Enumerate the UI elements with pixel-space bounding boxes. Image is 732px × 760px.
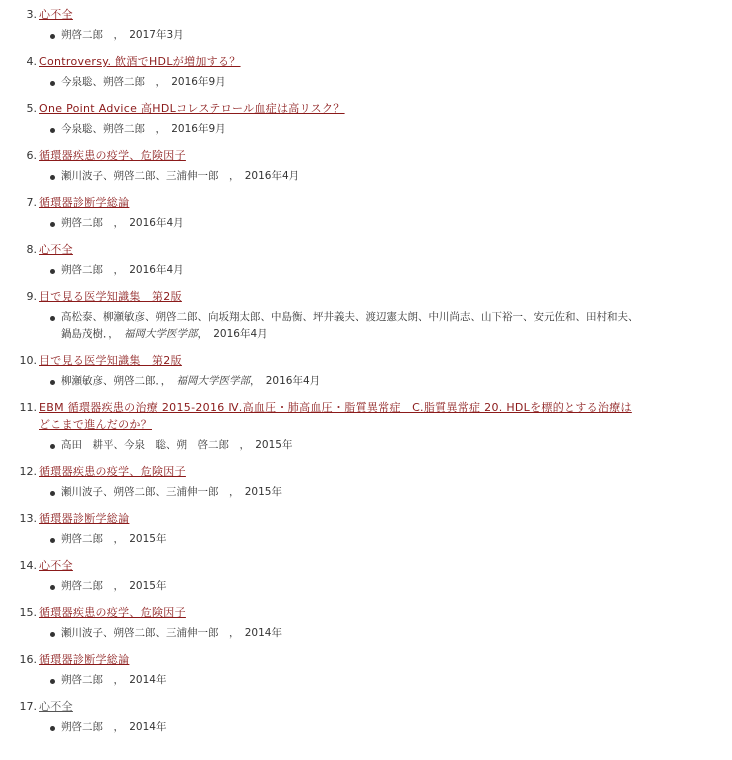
publication-meta [39,27,639,44]
publication-meta [39,168,639,185]
bullet-icon [50,175,55,180]
bullet-icon [50,34,55,39]
publication-authors: 高松泰、柳瀬敏彦、朔啓二郎、向坂翔太郎、中島衡、坪井義夫、渡辺憲太朗、中川尚志、山下裕一、安元佐和、田村和夫、鍋島茂樹．， [61,311,639,340]
publication-list [0,6,732,736]
item-number: 16. [19,653,37,666]
publication-item [0,557,639,595]
publication-publisher: 福岡大学医学部 [176,375,250,387]
publication-authors: 朔啓二郎 ， 2015年 [61,533,167,545]
publication-item [0,510,639,548]
publication-title-link[interactable]: 循環器疾患の疫学、危険因子 [39,606,186,619]
publication-item [0,100,639,138]
item-number: 15. [19,606,37,619]
publication-meta [39,484,639,501]
publication-title-link[interactable]: One Point Advice 高HDLコレステロール血症は高リスク？ [39,102,345,115]
publication-meta [39,215,639,232]
bullet-icon [50,726,55,731]
publication-authors: 柳瀬敏彦、朔啓二郎．， [61,375,177,387]
publication-date: ， 2016年4月 [197,328,268,340]
publication-title-link[interactable]: 循環器診断学総論 [39,512,130,525]
item-number: 10. [19,354,37,367]
bullet-icon [50,444,55,449]
publication-item [0,463,639,501]
publication-authors: 今泉聡、朔啓二郎 ， 2016年9月 [61,123,226,135]
publication-title-link[interactable]: 心不全 [39,559,73,572]
publication-authors: 朔啓二郎 ， 2017年3月 [61,29,184,41]
publication-title-link[interactable]: EBM 循環器疾患の治療 2015-2016 Ⅳ.高血圧・肺高血圧・脂質異常症 C.脂質異常症 20. HDLを標的とする治療はどこまで進んだのか？ [39,401,632,431]
publication-meta [39,121,639,138]
publication-item [0,53,639,91]
item-number: 3. [26,8,37,21]
publication-authors: 朔啓二郎 ， 2014年 [61,674,167,686]
publication-title-link[interactable]: Controversy. 飲酒でHDLが増加する？ [39,55,241,68]
publication-title-link[interactable]: 心不全 [39,8,73,21]
item-number: 12. [19,465,37,478]
bullet-icon [50,316,55,321]
publication-meta [39,373,639,390]
publication-meta [39,672,639,689]
publication-authors: 朔啓二郎 ， 2014年 [61,721,167,733]
item-number: 9. [26,290,37,303]
item-number: 7. [26,196,37,209]
publication-meta [39,309,639,343]
publication-title-link[interactable]: 目で見る医学知識集 第2版 [39,290,182,303]
publication-title-link[interactable]: 目で見る医学知識集 第2版 [39,354,182,367]
publication-title-link[interactable]: 心不全 [39,243,73,256]
publication-title-link[interactable]: 循環器疾患の疫学、危険因子 [39,149,186,162]
publication-meta [39,437,639,454]
bullet-icon [50,632,55,637]
publication-item [0,241,639,279]
publication-meta [39,625,639,642]
publication-item [0,288,639,343]
publication-meta [39,74,639,91]
publication-title-link[interactable]: 循環器疾患の疫学、危険因子 [39,465,186,478]
item-number: 13. [19,512,37,525]
publication-item [0,604,639,642]
publication-authors: 朔啓二郎 ， 2016年4月 [61,217,184,229]
publication-meta [39,719,639,736]
publication-title-link[interactable]: 心不全 [39,700,73,713]
bullet-icon [50,491,55,496]
publication-item [0,352,639,390]
publication-item [0,698,639,736]
publication-title-link[interactable]: 循環器診断学総論 [39,196,130,209]
publication-authors: 今泉聡、朔啓二郎 ， 2016年9月 [61,76,226,88]
item-number: 4. [26,55,37,68]
bullet-icon [50,679,55,684]
publication-meta [39,531,639,548]
bullet-icon [50,585,55,590]
item-number: 6. [26,149,37,162]
publication-authors: 朔啓二郎 ， 2015年 [61,580,167,592]
bullet-icon [50,380,55,385]
publication-meta [39,578,639,595]
item-number: 11. [19,401,37,414]
item-number: 5. [26,102,37,115]
bullet-icon [50,128,55,133]
item-number: 8. [26,243,37,256]
publication-title-link[interactable]: 循環器診断学総論 [39,653,130,666]
publication-authors: 高田 耕平、今泉 聡、朔 啓二郎 ， 2015年 [61,439,293,451]
publication-authors: 瀬川波子、朔啓二郎、三浦伸一郎 ， 2015年 [61,486,282,498]
publication-publisher: 福岡大学医学部 [124,328,198,340]
publication-authors: 瀬川波子、朔啓二郎、三浦伸一郎 ， 2014年 [61,627,282,639]
publication-item [0,147,639,185]
publication-item [0,6,639,44]
publication-authors: 朔啓二郎 ， 2016年4月 [61,264,184,276]
publication-item [0,194,639,232]
bullet-icon [50,269,55,274]
item-number: 14. [19,559,37,572]
publication-date: ， 2016年4月 [250,375,321,387]
publication-item [0,399,639,454]
publication-meta [39,262,639,279]
publication-authors: 瀬川波子、朔啓二郎、三浦伸一郎 ， 2016年4月 [61,170,300,182]
bullet-icon [50,538,55,543]
publication-item [0,651,639,689]
bullet-icon [50,222,55,227]
bullet-icon [50,81,55,86]
item-number: 17. [19,700,37,713]
